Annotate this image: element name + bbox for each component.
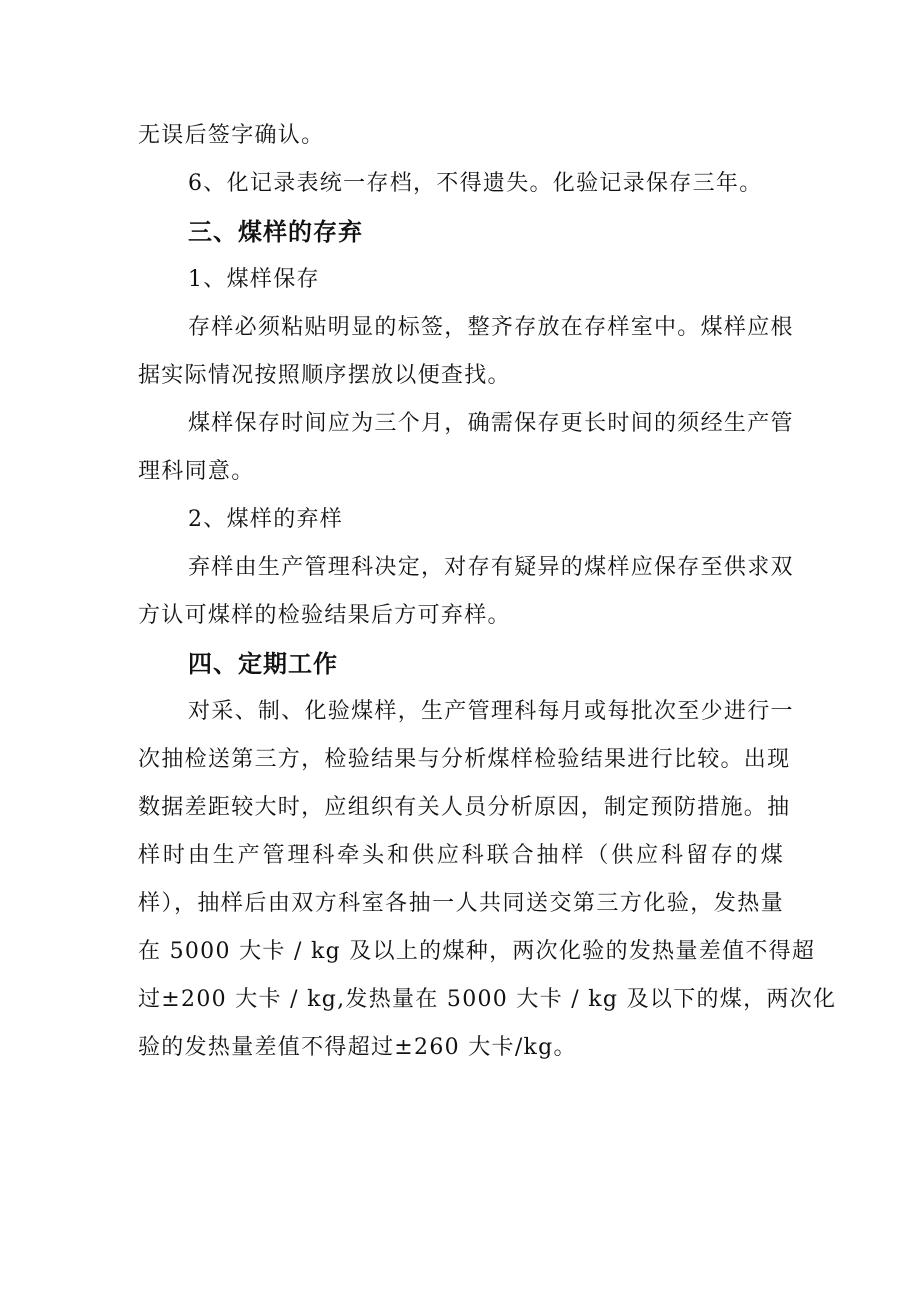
text-line: 方认可煤样的检验结果后方可弃样。 — [138, 603, 511, 628]
text-line: 次抽检送第三方，检验结果与分析煤样检验结果进行比较。出现 — [138, 747, 791, 772]
text-line: 理科同意。 — [138, 459, 255, 484]
text-line: 据实际情况按照顺序摆放以便查找。 — [138, 363, 511, 388]
section-heading: 四、定期工作 — [188, 650, 338, 678]
section-heading: 三、煤样的存弃 — [188, 218, 363, 246]
text-line: 数据差距较大时，应组织有关人员分析原因，制定预防措施。抽 — [138, 795, 791, 820]
text-line: 煤样保存时间应为三个月，确需保存更长时间的须经生产管 — [188, 411, 794, 436]
subsection-heading: 1、煤样保存 — [188, 267, 320, 292]
text-line: 弃样由生产管理科决定，对存有疑异的煤样应保存至供求双 — [188, 555, 794, 580]
text-line: 样），抽样后由双方科室各抽一人共同送交第三方化验，发热量 — [138, 891, 784, 916]
text-line: 样时由生产管理科牵头和供应科联合抽样（供应科留存的煤 — [138, 843, 784, 868]
text-line: 无误后签字确认。 — [138, 123, 325, 148]
text-line: 验的发热量差值不得超过±260 大卡/kg。 — [138, 1035, 577, 1060]
text-line: 存样必须粘贴明显的标签，整齐存放在存样室中。煤样应根 — [188, 315, 794, 340]
text-line: 对采、制、化验煤样，生产管理科每月或每批次至少进行一 — [188, 699, 794, 724]
text-line: 在 5000 大卡 / kg 及以上的煤种，两次化验的发热量差值不得超 — [138, 939, 816, 964]
document-body — [138, 112, 837, 1072]
subsection-heading: 2、煤样的弃样 — [188, 507, 344, 532]
text-line: 过±200 大卡 / kg,发热量在 5000 大卡 / kg 及以下的煤，两次化 — [138, 987, 837, 1012]
text-line: 6、化记录表统一存档，不得遗失。化验记录保存三年。 — [188, 171, 763, 196]
